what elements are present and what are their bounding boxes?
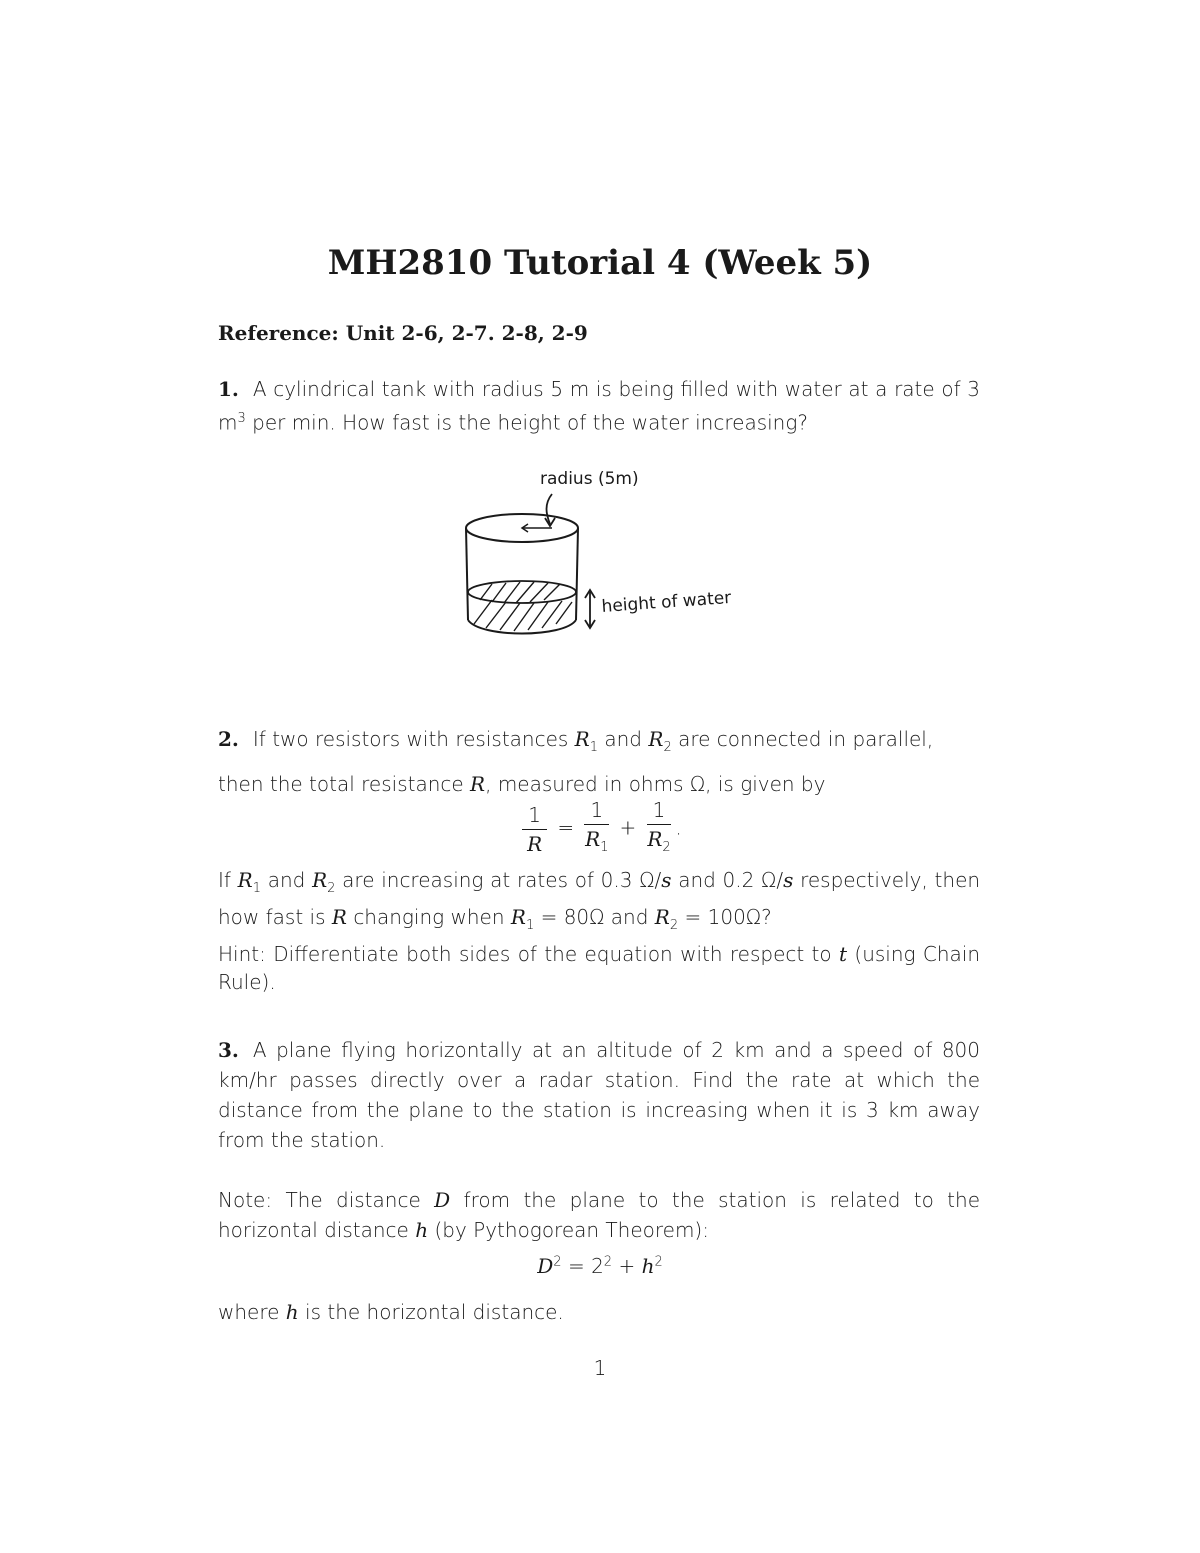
var-d: D	[434, 1188, 451, 1212]
var-h: h	[285, 1300, 299, 1324]
question-3-where	[218, 1297, 980, 1327]
frac-1-over-r2	[647, 796, 672, 862]
plus-sign: +	[618, 1254, 636, 1278]
q2-text: changing when	[353, 905, 505, 929]
question-2	[218, 724, 980, 799]
radius-arrow	[547, 494, 553, 524]
frac-1-over-r	[522, 801, 547, 858]
q2-text: and 0.2 Ω/	[678, 868, 784, 892]
water-hatching	[474, 582, 572, 631]
q2-text: then the total resistance	[218, 772, 464, 796]
var-r2: R	[654, 905, 670, 929]
note-text: (by Pythogorean Theorem):	[434, 1218, 709, 1242]
numerator: 1	[647, 796, 672, 825]
height-label: height of water	[600, 587, 732, 617]
where-text: where	[218, 1300, 280, 1324]
denominator	[647, 825, 670, 862]
question-2-line-1	[218, 724, 980, 763]
resistance-equation	[0, 796, 1200, 862]
var-s: s	[783, 868, 794, 892]
note-text: Note: The distance	[218, 1188, 421, 1212]
page-number: 1	[593, 1356, 607, 1380]
sub-2: 2	[669, 918, 679, 933]
note-text: from the plane to the station is related to the horizontal distance	[218, 1188, 981, 1242]
var-r2: R	[312, 868, 328, 892]
q2-and: and	[604, 727, 643, 751]
q2-text: If	[218, 868, 231, 892]
var-d: D	[537, 1254, 554, 1278]
square: 2	[654, 1254, 663, 1270]
sub-2: 2	[663, 740, 672, 755]
plus-sign: +	[619, 815, 637, 840]
q2-text: = 80Ω and	[540, 905, 649, 929]
question-1-number: 1.	[218, 377, 239, 401]
var-r2: R	[647, 827, 663, 851]
q2-text: are increasing at rates of 0.3 Ω/	[342, 868, 662, 892]
sub-2: 2	[327, 881, 336, 896]
equals-sign: =	[567, 1254, 585, 1278]
q2-text: = 100Ω?	[684, 905, 772, 929]
reference-line: Reference: Unit 2-6, 2-7. 2-8, 2-9	[218, 321, 588, 345]
sub-2: 2	[662, 840, 671, 855]
var-s: s	[661, 868, 672, 892]
tank-figure	[440, 460, 760, 650]
hint-text: Hint: Differentiate both sides of the equation with respect to	[218, 942, 832, 966]
numerator: 1	[522, 801, 547, 830]
question-2-number: 2.	[218, 727, 239, 751]
tank-left-wall	[466, 528, 468, 620]
q2-text: how fast is	[218, 905, 326, 929]
q2-text: , measured in ohms Ω, is given by	[485, 772, 826, 796]
tank-bottom	[468, 620, 576, 634]
var-r: R	[470, 772, 486, 796]
question-3-number: 3.	[218, 1038, 239, 1062]
var-h: h	[415, 1218, 429, 1242]
q2-text: If two resistors with resistances	[252, 727, 569, 751]
var-t: t	[839, 942, 848, 966]
numerator: 1	[584, 796, 609, 825]
question-3	[218, 1035, 980, 1155]
question-1	[218, 374, 980, 438]
var-r1: R	[510, 905, 526, 929]
square: 2	[603, 1254, 613, 1270]
question-1-text-a: A cylindrical tank with radius 5 m is being filled with water at a rate of 3 m	[218, 377, 980, 435]
where-text: is the horizontal distance.	[305, 1300, 564, 1324]
sub-1: 1	[589, 740, 599, 755]
var-r: R	[331, 905, 347, 929]
radius-label: radius (5m)	[540, 469, 639, 489]
question-3-text: A plane flying horizontally at an altitude of 2 km and a speed of 800 km/hr passes directly over a radar station. Find the rate at which the distance from the plane to the station is increasing when it is 3 km away from the station.	[218, 1038, 980, 1152]
denominator: R	[527, 831, 543, 856]
q2-text: respectively, then	[800, 868, 981, 892]
const-two: 2	[591, 1254, 604, 1278]
tank-right-wall	[576, 528, 578, 620]
question-2-line-2	[218, 769, 980, 799]
square: 2	[553, 1254, 562, 1270]
var-r2: R	[648, 727, 664, 751]
q2-text: are connected in parallel,	[678, 727, 934, 751]
sub-1: 1	[600, 840, 609, 855]
var-r1: R	[574, 727, 590, 751]
q2-and: and	[267, 868, 306, 892]
sub-1: 1	[525, 918, 535, 933]
equals-sign: =	[557, 815, 575, 840]
question-3-note	[218, 1185, 980, 1245]
period: .	[675, 815, 682, 840]
var-h: h	[641, 1254, 655, 1278]
var-r1: R	[585, 827, 601, 851]
question-1-text-b: per min. How fast is the height of the water increasing?	[245, 410, 808, 435]
sub-1: 1	[252, 881, 262, 896]
question-1-sup: 3	[237, 411, 246, 426]
denominator	[585, 825, 608, 862]
frac-1-over-r1	[584, 796, 609, 862]
page-title: MH2810 Tutorial 4 (Week 5)	[327, 243, 873, 283]
pythagorean-equation	[0, 1254, 1200, 1278]
question-2-body	[218, 866, 980, 996]
var-r1: R	[237, 868, 253, 892]
hint-text: (using Chain Rule).	[218, 942, 981, 994]
